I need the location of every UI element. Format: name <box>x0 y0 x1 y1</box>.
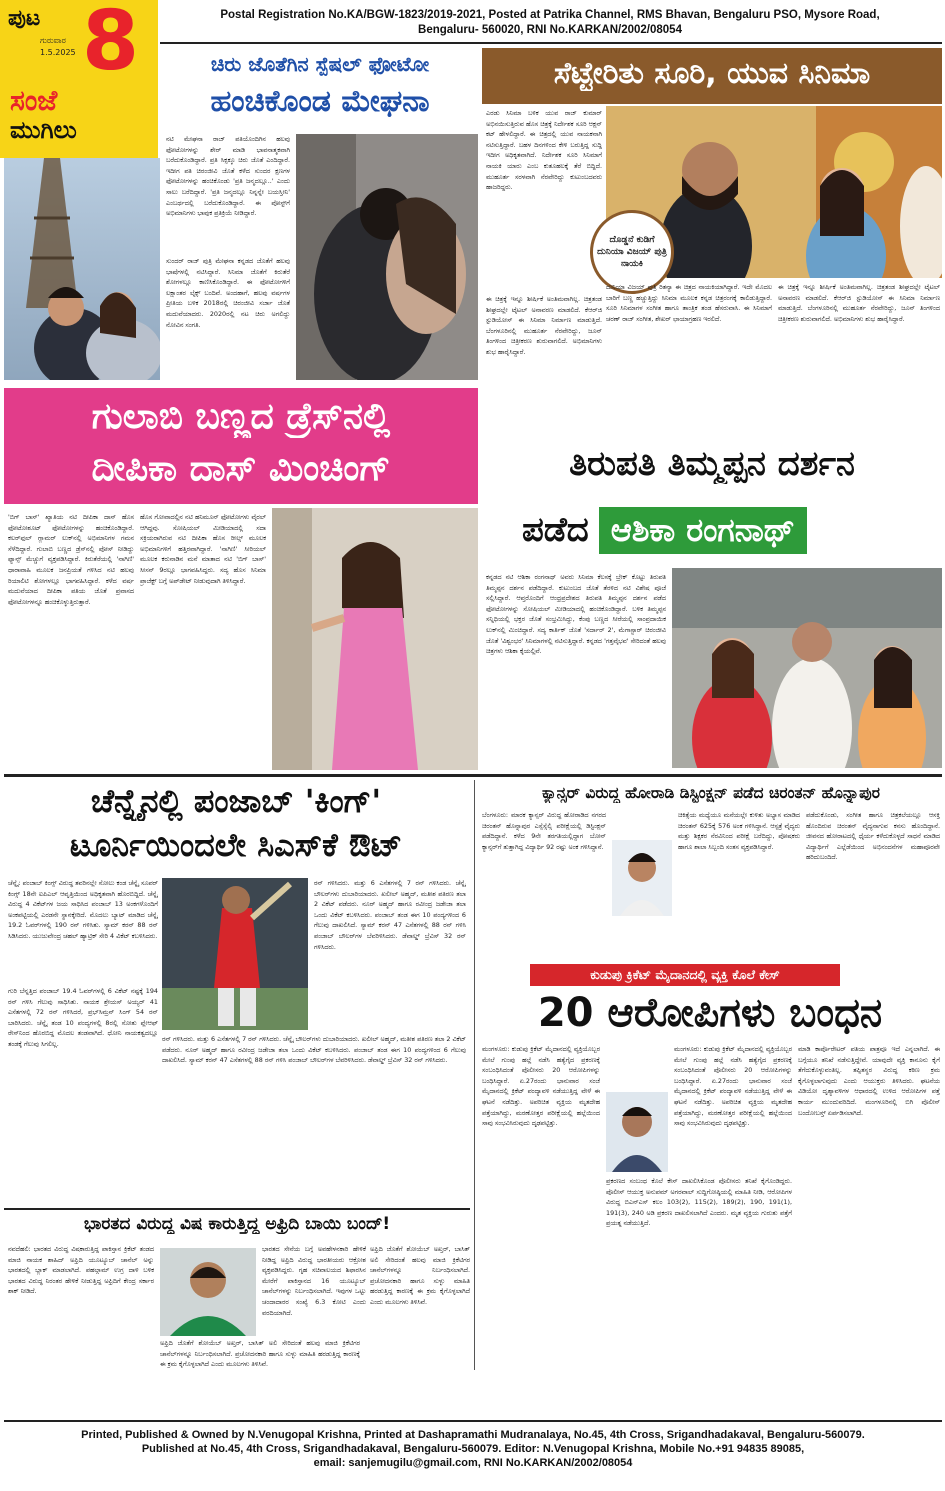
afridi-rule <box>4 1208 470 1210</box>
suri-col-1: ಎರಡು ಸಿನಿಮಾ ಬಳಿಕ ಯುವ ರಾಜ್ ಕುಮಾರ್ ಅಭಿನಯಿಸುತ್ತಿರುವ ಹೊಸ ಚಿತ್ರಕ್ಕೆ ನಿರ್ದೇಶಕ ಸೂರಿ ಆಕ್ಷನ್ ಕಟ್ ಹೇಳಲಿದ್ದಾರೆ. ಈ ಚಿತ್ರದಲ್ಲಿ ಯುವ ನಾಯಕನಾಗಿ ನಟಿಸುತ್ತಿದ್ದಾರೆ. ಬಹಳ ದಿನಗಳಿಂದ ಕೇಳಿ ಬರುತ್ತಿದ್ದ ಸುದ್ದಿ ಇದೀಗ ಅಧಿಕೃತವಾಗಿದೆ. ನಿರ್ದೇಶಕ ಸೂರಿ ಸಿನಿಮಾಗೆ ನಾಯಕಿ ಯಾರು ಎಂಬ ಕುತೂಹಲಕ್ಕೆ ತೆರೆ ಬಿದ್ದಿದೆ. ಮುಹೂರ್ತ ಸರಳವಾಗಿ ನೆರವೇರಿದ್ದು ಕುಟುಂಬದವರು ಹಾಜರಿದ್ದರು. <box>486 109 602 192</box>
suri-col-2: ದುನಿಯಾ ವಿಜಯ್ ಪುತ್ರಿ ರಿತನ್ಯಾ ಈ ಚಿತ್ರದ ನಾಯಕಿಯಾಗಿದ್ದಾರೆ. ಇದೇ ಮೊದಲ ಬಾರಿಗೆ ಬಣ್ಣ ಹಚ್ಚುತ್ತಿದ್ದು ಸಿನಿಮಾ ಮೂಲಕ ಕನ್ನಡ ಚಿತ್ರರಂಗಕ್ಕೆ ಕಾಲಿಡುತ್ತಿದ್ದಾರೆ. ಸೂರಿ ಸಿನಿಮಾಗಳ ಸಂಗೀತ ಹಾಗೂ ತಾಂತ್ರಿಕ ತಂಡ ಹೆಸರುವಾಸಿ. ಈ ಸಿನಿಮಾಗೆ ಚರಣ್ ರಾಜ್ ಸಂಗೀತ, ಶೇಖರ್ ಛಾಯಾಗ್ರಹಣ ಇರಲಿದೆ. <box>606 283 772 323</box>
cricket-batsman-photo <box>162 878 308 1030</box>
udupi-col-2: ಪ್ರಕರಣದ ಸಂಬಂಧ ಕೊಲೆ ಕೇಸ್ ದಾಖಲಿಸಿಕೊಂಡ ಪೊಲೀಸರು ತನಿಖೆ ಕೈಗೊಂಡಿದ್ದರು. ಪೊಲೀಸ್ ಆಯುಕ್ತ ಅನುಪಮ್ ಅಗರವಾಲ್ ಸುದ್ದಿಗೋಷ್ಠಿಯಲ್ಲಿ ಮಾಹಿತಿ ನೀಡಿ, ಆರೋಪಿಗಳ ವಿರುದ್ಧ ಬಿಎನ್‌ಎಸ್ ಕಲಂ 103(2), 115(2), 189(2), 190, 191(1), 191(3), 240 ಅಡಿ ಪ್ರಕರಣ ದಾಖಲಿಸಲಾಗಿದೆ ಎಂದರು. ಮೃತ ವ್ಯಕ್ತಿಯ ಗುರುತು ಪತ್ತೆಗೆ ಪ್ರಯತ್ನ ನಡೆಯುತ್ತಿದೆ. <box>606 1177 792 1228</box>
section-rule-mid <box>4 774 942 777</box>
footer-line-2: Published at No.45, 4th Cross, Srigandhadakaval, Bengaluru-560079. Editor: N.Venugopal Krishna, Mobile No.+91 94835 89085, <box>141 1443 805 1455</box>
footer-rule <box>4 1420 942 1422</box>
suri-col-1b <box>486 294 602 428</box>
masthead-rule <box>160 42 942 44</box>
deepika-photo <box>272 508 478 770</box>
page-word: ಪುಟ <box>8 6 41 31</box>
udupi-col-3: ಮಾಡಿ ಕಾರ್ಪೊರೇಟರ್ ಪತಿಯ ಪಾತ್ರವೂ ಇದೆ ಎನ್ನಲಾಗಿದೆ. ಈ ಬಗ್ಗೆಯೂ ತನಿಖೆ ನಡೆಸುತ್ತಿದ್ದೇವೆ. ಯಾವುದೇ ವ್ಯಕ್ತಿ ಕಾನೂನು ಕೈಗೆ ತೆಗೆದುಕೊಳ್ಳುವಂತಿಲ್ಲ. ತಪ್ಪಿತಸ್ಥರ ವಿರುದ್ಧ ಕಠಿಣ ಕ್ರಮ ಕೈಗೊಳ್ಳಲಾಗುವುದು ಎಂದು ಆಯುಕ್ತರು ತಿಳಿಸಿದರು. ಘಟನೆಯ ವಿಡಿಯೋ ದೃಶ್ಯಾವಳಿಗಳ ಆಧಾರದಲ್ಲಿ ಉಳಿದ ಆರೋಪಿಗಳ ಪತ್ತೆ ಕಾರ್ಯ ಮುಂದುವರಿದಿದೆ. ಮಂಗಳೂರಿನಲ್ಲಿ ಬಿಗಿ ಪೊಲೀಸ್ ಬಂದೋಬಸ್ತ್ ಏರ್ಪಡಿಸಲಾಗಿದೆ. <box>798 1045 940 1117</box>
udupi-photo <box>606 1092 668 1172</box>
cricket-col-2b-text: ರನ್ ಗಳಿಸಿದರು. ಮತ್ತು 6 ಎಸೆತಗಳಲ್ಲಿ 7 ರನ್ ಗಳಿಸಿದರು. ಚೆನ್ನೈ ಬೌಲರ್‌ಗಳು ದುಬಾರಿಯಾದರು. ಖಲೀಲ್ ಅಹ್ಮದ್, ಮತೀಶ ಪತಿರಣ ತಲಾ 2 ವಿಕೆಟ್ ಪಡೆದರು. ನೂರ್ ಅಹ್ಮದ್ ಹಾಗೂ ರವೀಂದ್ರ ಜಡೇಜಾ ತಲಾ ಒಂದು ವಿಕೆಟ್ ಕಬಳಿಸಿದರು. ಪಂಜಾಬ್ ತಂಡ ಈಗ 10 ಪಂದ್ಯಗಳಿಂದ 6 ಗೆಲುವು ದಾಖಲಿಸಿದೆ. ಸ್ಯಾಮ್ ಕರನ್ 47 ಎಸೆತಗಳಲ್ಲಿ 88 ರನ್ ಗಳಿಸಿ ಪಂಜಾಬ್ ಬೌಲರ್‌ಗಳ ಬೆವರಿಳಿಸಿದರು. ಡೆವಾಲ್ಡ್ ಬ್ರೆವಿಸ್ 32 ರನ್ ಗಳಿಸಿದರು. <box>162 1035 466 1065</box>
udupi-headline: 20 ಆರೋಪಿಗಳು ಬಂಧನ <box>537 990 883 1036</box>
afridi-photo <box>160 1248 256 1336</box>
ashika-headline-2 <box>482 502 942 558</box>
suri-col-3: ಈ ಚಿತ್ರಕ್ಕೆ ಇನ್ನೂ ಶೀರ್ಷಿಕೆ ಅಂತಿಮವಾಗಿಲ್ಲ. ಚಿತ್ರತಂಡ ಶೀಘ್ರದಲ್ಲೇ ಟೈಟಲ್ ಅನಾವರಣ ಮಾಡಲಿದೆ. ಕೆಆರ್‌ಜಿ ಸ್ಟುಡಿಯೋಸ್ ಈ ಸಿನಿಮಾ ನಿರ್ಮಾಣ ಮಾಡುತ್ತಿದೆ. ಬೆಂಗಳೂರಿನಲ್ಲಿ ಮುಹೂರ್ತ ನೆರವೇರಿದ್ದು, ಜೂನ್ ತಿಂಗಳಿಂದ ಚಿತ್ರೀಕರಣ ಶುರುವಾಗಲಿದೆ. ಅಭಿಮಾನಿಗಳು ಶುಭ ಹಾರೈಸಿದ್ದಾರೆ. <box>778 283 940 323</box>
deepika-banner <box>4 388 478 504</box>
ashika-temple-photo <box>672 568 942 768</box>
meghana-kicker: ಚಿರು ಜೊತೆಗಿನ ಸ್ಪೆಷಲ್ ಫೋಟೋ <box>210 52 430 76</box>
cricket-header <box>4 780 468 872</box>
column-divider <box>474 780 475 1370</box>
masthead-date: 1.5.2025 <box>40 48 76 57</box>
postal-line-1: Postal Registration No.KA/BGW-1823/2019-2021, Posted at Patrika Channel, RMS Bhavan, Bengaluru PSO, Mysore Road, <box>220 9 880 21</box>
eiffel-couple-photo <box>4 158 160 380</box>
cricket-headline-2: ಟೂರ್ನಿಯಿಂದಲೇ ಸಿಎಸ್‌ಕೆ ಔಟ್ <box>69 826 403 864</box>
deepika-col-2: ಹೊಸ ಗೋವಾದಲ್ಲಿನ ನಟಿ ಹನಿಮೂನ್ ಫೋಟೋಗಳು ವೈರಲ್ ಆಗಿದ್ದವು. ಸೋಷಿಯಲ್ ಮೀಡಿಯಾದಲ್ಲಿ ಸದಾ ಸಕ್ರಿಯರಾಗಿರುವ ನಟಿ ದೀಪಿಕಾ ಹೊಸ ರೀಲ್ಸ್ ಮೂಲಕ ಅಭಿಮಾನಿಗಳಿಗೆ ಹತ್ತಿರವಾಗಿದ್ದಾರೆ. 'ನಾಗಿಣಿ' ಸೀರಿಯಲ್ ಮೂಲಕ ಕರುನಾಡಿನ ಮನೆ ಮಾತಾದ ನಟಿ 'ಬಿಗ್ ಬಾಸ್' ಸೀಸನ್ 9ರಲ್ಲೂ ಭಾಗವಹಿಸಿದ್ದರು. ಸದ್ಯ ಹೊಸ ಸಿನಿಮಾ ಪ್ರಾಜೆಕ್ಟ್ ಬಗ್ಗೆ ಅಪ್‌ಡೇಟ್ ನೀಡುವುದಾಗಿ ತಿಳಿಸಿದ್ದಾರೆ. <box>140 513 266 585</box>
cricket-batsman-image <box>162 878 308 1030</box>
chiranth-portrait <box>612 840 672 916</box>
imprint-footer <box>4 1428 942 1470</box>
footer-line-1: Printed, Published & Owned by N.Venugopal Krishna, Printed at Dashapramathi Mudranalaya, No.45, 4th Cross, Srigandhadakaval, Bengaluru-560079. <box>81 1429 865 1441</box>
ashika-headline-2b: ಆಶಿಕಾ ರಂಗನಾಥ್ <box>599 507 807 554</box>
udupi-col-2a <box>674 1044 792 1172</box>
afridi-col-1: ನವದೆಹಲಿ: ಭಾರತದ ವಿರುದ್ಧ ವಿಷಕಾರುತ್ತಿದ್ದ ಪಾಕಿಸ್ತಾನ ಕ್ರಿಕೆಟ್ ತಂಡದ ಮಾಜಿ ನಾಯಕ ಶಾಹಿದ್ ಅಫ್ರಿದಿ ಯೂಟ್ಯೂಬ್ ಚಾನೆಲ್ ಅನ್ನು ಭಾರತದಲ್ಲಿ ಬ್ಲಾಕ್ ಮಾಡಲಾಗಿದೆ. ಪಹಲ್ಗಾಮ್ ಉಗ್ರ ದಾಳಿ ಬಳಿಕ ಭಾರತದ ವಿರುದ್ಧ ನಿರಂತರ ಹೇಳಿಕೆ ನೀಡುತ್ತಿದ್ದ ಅಫ್ರಿದಿಗೆ ಕೇಂದ್ರ ಸರ್ಕಾರ ಶಾಕ್ ನೀಡಿದೆ. <box>8 1245 154 1296</box>
cricket-col-2b <box>162 1034 466 1204</box>
ashika-col-1: ಕನ್ನಡದ ನಟಿ ಆಶಿಕಾ ರಂಗನಾಥ್ ಅವರು ಸಿನಿಮಾ ಕೆಲಸಕ್ಕೆ ಬ್ರೇಕ್ ಕೊಟ್ಟು ತಿರುಪತಿ ತಿಮ್ಮಪ್ಪನ ದರ್ಶನ ಪಡೆದಿದ್ದಾರೆ. ಕುಟುಂಬದ ಜೊತೆ ತೆರಳಿದ ನಟಿ ವಿಶೇಷ ಪೂಜೆ ಸಲ್ಲಿಸಿದ್ದಾರೆ. ಆಪ್ತರೊಂದಿಗೆ ಆಂಧ್ರಪ್ರದೇಶದ ತಿರುಪತಿ ತಿಮ್ಮಪ್ಪನ ದರ್ಶನ ಪಡೆದ ಫೋಟೋಗಳನ್ನು ಸೋಷಿಯಲ್ ಮೀಡಿಯಾದಲ್ಲಿ ಹಂಚಿಕೊಂಡಿದ್ದಾರೆ. ಬಳಿಕ ತಿಮ್ಮಪ್ಪನ ಸನ್ನಿಧಿಯಲ್ಲಿ ಭಕ್ತರ ಜೊತೆ ಸಂಭ್ರಮಿಸಿದ್ದು, ಕೆಂಪು ಬಣ್ಣದ ಸೀರೆಯಲ್ಲಿ ಸಾಂಪ್ರದಾಯಿಕ ಲುಕ್‌ನಲ್ಲಿ ಮಿಂಚಿದ್ದಾರೆ. ಸದ್ಯ ಕಾರ್ತಿಕ್ ಜೊತೆ 'ಸರ್ದಾರ್ 2', ಮೆಗಾಸ್ಟಾರ್ ಚಿರಂಜೀವಿ ಜೊತೆ 'ವಿಶ್ವಂಭರ' ಸಿನಿಮಾಗಳಲ್ಲಿ ನಟಿಸುತ್ತಿದ್ದಾರೆ. ಕನ್ನಡದ 'ಗತ್ತವೈಭವ' ಸೇರಿದಂತೆ ಹಲವು ಚಿತ್ರಗಳು ಆಶಿಕಾ ಕೈಯಲ್ಲಿವೆ. <box>486 573 666 656</box>
udupi-portrait <box>606 1092 668 1172</box>
ashika-headline-1: ತಿರುಪತಿ ತಿಮ್ಮಪ್ಪನ ದರ್ಶನ <box>569 444 855 484</box>
meghana-hug-image <box>296 134 478 380</box>
deepika-image <box>272 508 478 770</box>
afridi-col-2: ಭಾರತದ ಸೇನೆಯ ಬಗ್ಗೆ ಅವಹೇಳನಕಾರಿ ಹೇಳಿಕೆ ನೀಡಿದ್ದ ಅಫ್ರಿದಿ ವಿರುದ್ಧ ಭಾರತೀಯರು ಆಕ್ರೋಶ ವ್ಯಕ್ತಪಡಿಸಿದ್ದರು. ಗೃಹ ಸಚಿವಾಲಯದ ಶಿಫಾರಸಿನ ಮೇರೆಗೆ ಪಾಕಿಸ್ತಾನದ 16 ಯೂಟ್ಯೂಬ್ ಚಾನೆಲ್‌ಗಳನ್ನು ನಿರ್ಬಂಧಿಸಲಾಗಿದೆ. ಇವುಗಳ ಒಟ್ಟು ಚಂದಾದಾರರ ಸಂಖ್ಯೆ 6.3 ಕೋಟಿ ಎಂದು ವರದಿಯಾಗಿದೆ. <box>262 1245 366 1317</box>
deepika-col-1: 'ಬಿಗ್ ಬಾಸ್' ಖ್ಯಾತಿಯ ನಟಿ ದೀಪಿಕಾ ದಾಸ್ ಹೊಸ ಫೋಟೋಶೂಟ್ ಫೋಟೋಗಳನ್ನು ಹಂಚಿಕೊಂಡಿದ್ದಾರೆ. ಕಲರ್‌ಫುಲ್ ಗ್ಲಾಮರ್ ಲುಕ್‌ನಲ್ಲಿ ಅಭಿಮಾನಿಗಳ ಗಮನ ಸೆಳೆದಿದ್ದಾರೆ. ಗುಲಾಬಿ ಬಣ್ಣದ ಡ್ರೆಸ್‌ನಲ್ಲಿ ಪೋಸ್ ನೀಡಿದ್ದು ಫ್ಯಾನ್ಸ್ ಮೆಚ್ಚುಗೆ ವ್ಯಕ್ತಪಡಿಸಿದ್ದಾರೆ. ಕಿರುತೆರೆಯಲ್ಲಿ 'ನಾಗಿಣಿ' ಧಾರಾವಾಹಿ ಮೂಲಕ ಜನಪ್ರಿಯತೆ ಗಳಿಸಿದ ನಟಿ ಹಲವು ರಿಯಾಲಿಟಿ ಶೋಗಳಲ್ಲೂ ಭಾಗವಹಿಸಿದ್ದಾರೆ. ಕಳೆದ ವರ್ಷ ಮದುವೆಯಾದ ದೀಪಿಕಾ ಪತಿಯ ಜೊತೆ ಪ್ರವಾಸದ ಫೋಟೋಗಳನ್ನೂ ಹಂಚಿಕೊಳ್ಳುತ್ತಿರುತ್ತಾರೆ. <box>8 513 134 606</box>
deepika-headline-2: ದೀಪಿಕಾ ದಾಸ್ ಮಿಂಚಿಂಗ್ <box>91 448 391 489</box>
page-number: 8 <box>82 0 140 89</box>
suri-banner <box>482 48 942 104</box>
chiranth-headline: ಕ್ಯಾನ್ಸರ್ ವಿರುದ್ಧ ಹೋರಾಡಿ ಡಿಸ್ಟಿಂಕ್ಷನ್ ಪಡೆದ ಚಿರಂತನ್ ಹೊನ್ನಾಪುರ <box>542 784 880 802</box>
postal-registration <box>160 8 940 38</box>
paper-name-2: ಮುಗಿಲು <box>10 116 77 144</box>
udupi-col-1: ಮಂಗಳೂರು: ಕುಡುಪು ಕ್ರಿಕೆಟ್ ಮೈದಾನದಲ್ಲಿ ವ್ಯಕ್ತಿಯೊಬ್ಬರ ಮೇಲೆ ಗುಂಪು ಹಲ್ಲೆ ನಡೆಸಿ ಹತ್ಯೆಗೈದ ಪ್ರಕರಣಕ್ಕೆ ಸಂಬಂಧಿಸಿದಂತೆ ಪೊಲೀಸರು 20 ಆರೋಪಿಗಳನ್ನು ಬಂಧಿಸಿದ್ದಾರೆ. ಏ.27ರಂದು ಭಾನುವಾರ ಸಂಜೆ ಮೈದಾನದಲ್ಲಿ ಕ್ರಿಕೆಟ್ ಪಂದ್ಯಾವಳಿ ನಡೆಯುತ್ತಿದ್ದ ವೇಳೆ ಈ ಘಟನೆ ನಡೆದಿತ್ತು. ಅಪರಿಚಿತ ವ್ಯಕ್ತಿಯ ಮೃತದೇಹ ಪತ್ತೆಯಾಗಿದ್ದು, ಮರಣೋತ್ತರ ಪರೀಕ್ಷೆಯಲ್ಲಿ ಹಲ್ಲೆಯಿಂದ ಸಾವು ಸಂಭವಿಸಿರುವುದು ದೃಢಪಟ್ಟಿತ್ತು. <box>482 1045 600 1128</box>
cricket-col-1: ಚೆನ್ನೈ: ಪಂಜಾಬ್ ಕಿಂಗ್ಸ್ ವಿರುದ್ಧ ತವರಿನಲ್ಲೇ ಸೋಲು ಕಂಡ ಚೆನ್ನೈ ಸೂಪರ್ ಕಿಂಗ್ಸ್ 18ನೇ ಐಪಿಎಲ್ ಆವೃತ್ತಿಯಿಂದ ಅಧಿಕೃತವಾಗಿ ಹೊರಬಿದ್ದಿದೆ. ಚೆನ್ನೈ ವಿರುದ್ಧ 4 ವಿಕೆಟ್‌ಗಳ ಜಯ ಸಾಧಿಸಿದ ಪಂಜಾಬ್ 13 ಅಂಕಗಳೊಂದಿಗೆ ಅಂಕಪಟ್ಟಿಯಲ್ಲಿ ಎರಡನೇ ಸ್ಥಾನಕ್ಕೇರಿದೆ. ಮೊದಲು ಬ್ಯಾಟ್ ಮಾಡಿದ ಚೆನ್ನೈ 19.2 ಓವರ್‌ಗಳಲ್ಲಿ 190 ರನ್ ಗಳಿಸಿತು. ಸ್ಯಾಮ್ ಕರನ್ 88 ರನ್ ಸಿಡಿಸಿದರು. ಯುಜುವೇಂದ್ರ ಚಹಲ್ ಹ್ಯಾಟ್ರಿಕ್ ಸೇರಿ 4 ವಿಕೆಟ್ ಕಬಳಿಸಿದರು. <box>8 879 158 940</box>
afridi-portrait <box>160 1248 256 1336</box>
meghana-kicker-band <box>162 48 478 134</box>
suri-col-1b-text: ಈ ಚಿತ್ರಕ್ಕೆ ಇನ್ನೂ ಶೀರ್ಷಿಕೆ ಅಂತಿಮವಾಗಿಲ್ಲ. ಚಿತ್ರತಂಡ ಶೀಘ್ರದಲ್ಲೇ ಟೈಟಲ್ ಅನಾವರಣ ಮಾಡಲಿದೆ. ಕೆಆರ್‌ಜಿ ಸ್ಟುಡಿಯೋಸ್ ಈ ಸಿನಿಮಾ ನಿರ್ಮಾಣ ಮಾಡುತ್ತಿದೆ. ಬೆಂಗಳೂರಿನಲ್ಲಿ ಮುಹೂರ್ತ ನೆರವೇರಿದ್ದು, ಜೂನ್ ತಿಂಗಳಿಂದ ಚಿತ್ರೀಕರಣ ಶುರುವಾಗಲಿದೆ. ಅಭಿಮಾನಿಗಳು ಶುಭ ಹಾರೈಸಿದ್ದಾರೆ. <box>486 295 602 356</box>
afridi-headline: ಭಾರತದ ವಿರುದ್ಧ ವಿಷ ಕಾರುತ್ತಿದ್ದ ಅಫ್ರಿದಿ ಬಾಯಿ ಬಂದ್! <box>83 1214 391 1234</box>
ashika-temple-image <box>672 568 942 768</box>
afridi-col-1b <box>160 1338 360 1370</box>
udupi-kicker: ಕುಡುಪು ಕ್ರಿಕೆಟ್ ಮೈದಾನದಲ್ಲಿ ವ್ಯಕ್ತಿ ಕೊಲೆ ಕೇಸ್ <box>590 967 780 982</box>
ashika-header <box>482 440 942 566</box>
footer-line-3: email: sanjemugilu@gmail.com, RNI No.KARKAN/2002/08054 <box>313 1457 633 1469</box>
udupi-kicker-band <box>530 964 840 986</box>
afridi-col-3: ಅಫ್ರಿದಿ ಜೊತೆಗೆ ಶೋಯೆಬ್ ಅಖ್ತರ್, ಬಾಸಿತ್ ಅಲಿ ಸೇರಿದಂತೆ ಹಲವು ಮಾಜಿ ಕ್ರಿಕೆಟಿಗರ ಚಾನೆಲ್‌ಗಳನ್ನೂ ನಿರ್ಬಂಧಿಸಲಾಗಿದೆ. ಪ್ರಚೋದನಕಾರಿ ಹಾಗೂ ಸುಳ್ಳು ಮಾಹಿತಿ ಹರಡುತ್ತಿದ್ದ ಕಾರಣಕ್ಕೆ ಈ ಕ್ರಮ ಕೈಗೊಳ್ಳಲಾಗಿದೆ ಎಂದು ಮೂಲಗಳು ತಿಳಿಸಿವೆ. <box>370 1245 470 1306</box>
ashika-headline-2a: ಪಡೆದ <box>522 510 589 550</box>
chiranth-photo <box>612 840 672 916</box>
udupi-col-2a-text: ಮಂಗಳೂರು: ಕುಡುಪು ಕ್ರಿಕೆಟ್ ಮೈದಾನದಲ್ಲಿ ವ್ಯಕ್ತಿಯೊಬ್ಬರ ಮೇಲೆ ಗುಂಪು ಹಲ್ಲೆ ನಡೆಸಿ ಹತ್ಯೆಗೈದ ಪ್ರಕರಣಕ್ಕೆ ಸಂಬಂಧಿಸಿದಂತೆ ಪೊಲೀಸರು 20 ಆರೋಪಿಗಳನ್ನು ಬಂಧಿಸಿದ್ದಾರೆ. ಏ.27ರಂದು ಭಾನುವಾರ ಸಂಜೆ ಮೈದಾನದಲ್ಲಿ ಕ್ರಿಕೆಟ್ ಪಂದ್ಯಾವಳಿ ನಡೆಯುತ್ತಿದ್ದ ವೇಳೆ ಈ ಘಟನೆ ನಡೆದಿತ್ತು. ಅಪರಿಚಿತ ವ್ಯಕ್ತಿಯ ಮೃತದೇಹ ಪತ್ತೆಯಾಗಿದ್ದು, ಮರಣೋತ್ತರ ಪರೀಕ್ಷೆಯಲ್ಲಿ ಹಲ್ಲೆಯಿಂದ ಸಾವು ಸಂಭವಿಸಿರುವುದು ದೃಢಪಟ್ಟಿತ್ತು. <box>674 1045 792 1128</box>
suri-headline: ಸೆಟ್ಟೇರಿತು ಸೂರಿ, ಯುವ ಸಿನಿಮಾ <box>553 56 871 91</box>
cricket-headline-1: ಚೆನ್ನೈನಲ್ಲಿ ಪಂಜಾಬ್ 'ಕಿಂಗ್' <box>90 782 382 820</box>
masthead <box>0 0 158 158</box>
meghana-headline: ಹಂಚಿಕೊಂಡ ಮೇಘನಾ <box>210 84 430 119</box>
paper-name-1: ಸಂಜೆ <box>10 84 58 117</box>
eiffel-couple-image <box>4 158 160 380</box>
suri-badge-text: ದೊಡ್ಡನೆ ಕುಡಿಗೆ ದುನಿಯಾ ವಿಜಯ್ ಪುತ್ರಿ ನಾಯಕಿ <box>597 235 667 269</box>
chiranth-col-2: ಚಿಕಿತ್ಸೆಯ ಮಧ್ಯೆಯೂ ಮನೆಯಲ್ಲೇ ಕುಳಿತು ಅಭ್ಯಾಸ ಮಾಡಿದ ಚಿರಂತನ್ 625ಕ್ಕೆ 576 ಅಂಕ ಗಳಿಸಿದ್ದಾನೆ. ಆಸ್ಪತ್ರೆ ವೈದ್ಯರು ಮತ್ತು ಶಿಕ್ಷಕರ ನೆರವಿನಿಂದ ಪರೀಕ್ಷೆ ಬರೆದಿದ್ದು, ಪೋಷಕರು ಹಾಗೂ ಶಾಲಾ ಸಿಬ್ಬಂದಿ ಸಂತಸ ವ್ಯಕ್ತಪಡಿಸಿದ್ದಾರೆ. <box>678 811 800 851</box>
chiranth-col-1: ಬೆಂಗಳೂರು: ಮಾರಕ ಕ್ಯಾನ್ಸರ್ ವಿರುದ್ಧ ಹೋರಾಡಿದ ನಗರದ ಚಿರಂತನ್ ಹೊನ್ನಾಪುರ ಎಸ್ಸೆಸ್ಸೆಲ್ಸಿ ಪರೀಕ್ಷೆಯಲ್ಲಿ ಡಿಸ್ಟಿಂಕ್ಷನ್ ಪಡೆದಿದ್ದಾನೆ. ಕಳೆದ 9ನೇ ತರಗತಿಯಲ್ಲಿದ್ದಾಗ ಬೋನ್ ಕ್ಯಾನ್ಸರ್‌ಗೆ ತುತ್ತಾಗಿದ್ದ ವಿದ್ಯಾರ್ಥಿ 92 ರಷ್ಟು ಅಂಕ ಗಳಿಸಿದ್ದಾನೆ. <box>482 811 606 851</box>
meghana-col-2: ಸುಂದರ್ ರಾಜ್ ಪುತ್ರಿ ಮೇಘನಾ ಕನ್ನಡದ ಜೊತೆಗೆ ಹಲವು ಭಾಷೆಗಳಲ್ಲಿ ನಟಿಸಿದ್ದಾರೆ. ಸಿನಿಮಾ ಜೊತೆಗೆ ಕಿರುತೆರೆ ಶೋಗಳಲ್ಲೂ ಕಾಣಿಸಿಕೊಂಡಿದ್ದಾರೆ. ಈ ಫೋಟೋಗಳಿಗೆ ಲಕ್ಷಾಂತರ ಲೈಕ್ಸ್ ಬಂದಿವೆ. ಅಂದಹಾಗೆ, ಹಲವು ವರ್ಷಗಳ ಪ್ರೀತಿಯ ಬಳಿಕ 2018ರಲ್ಲಿ ಚಿರಂಜೀವಿ ಸರ್ಜಾ ಜೊತೆ ಮದುವೆಯಾದರು. 2020ರಲ್ಲಿ ನಟ ಚಿರು ಅಗಲಿದ್ದು ನೋವಿನ ಸಂಗತಿ. <box>166 257 290 329</box>
meghana-col-1: ನಟಿ ಮೇಘನಾ ರಾಜ್ ಪತಿಯೊಂದಿಗಿನ ಹಲವು ಫೋಟೋಗಳನ್ನು ಶೇರ್ ಮಾಡಿ ಭಾವನಾತ್ಮಕವಾಗಿ ಬರೆದುಕೊಂಡಿದ್ದಾರೆ. ಪ್ರತಿ ಸಿಕ್ಸಕ್ಕೂ ಚಿರು ಜೊತೆ ಎಂದಿದ್ದಾರೆ. ಇದೀಗ ಪತಿ ಚಿರಂಜೀವಿ ಜೊತೆ ಕಳೆದ ಸುಂದರ ಕ್ಷಣಗಳ ಫೋಟೋಗಳನ್ನು ಹಂಚಿಕೊಂಡು 'ಪ್ರತಿ ಜನ್ಮದಲ್ಲೂ..' ಎಂದು ಸಾಲು ಬರೆದಿದ್ದಾರೆ. 'ಪ್ರತಿ ಜನ್ಮದಲ್ಲೂ ನಿನ್ನನ್ನೇ ಬಯಸ್ತೀನಿ' ಎಂಬರ್ಥದಲ್ಲಿ ಬರೆದುಕೊಂಡಿದ್ದಾರೆ. ಈ ಪೋಸ್ಟ್‌ಗೆ ಅಭಿಮಾನಿಗಳು ಭಾವುಕ ಪ್ರತಿಕ್ರಿಯೆ ನೀಡಿದ್ದಾರೆ. <box>166 135 290 218</box>
cricket-col-2: ಗುರಿ ಬೆನ್ನತ್ತಿದ ಪಂಜಾಬ್ 19.4 ಓವರ್‌ಗಳಲ್ಲಿ 6 ವಿಕೆಟ್ ನಷ್ಟಕ್ಕೆ 194 ರನ್ ಗಳಿಸಿ ಗೆಲುವು ಸಾಧಿಸಿತು. ನಾಯಕ ಶ್ರೇಯಸ್ ಅಯ್ಯರ್ 41 ಎಸೆತಗಳಲ್ಲಿ 72 ರನ್ ಗಳಿಸಿದರೆ, ಪ್ರಭ್‌ಸಿಮ್ರನ್ ಸಿಂಗ್ 54 ರನ್ ಬಾರಿಸಿದರು. ಚೆನ್ನೈ ತಂಡ 10 ಪಂದ್ಯಗಳಲ್ಲಿ 8ರಲ್ಲಿ ಸೋತು ಪ್ಲೇಆಫ್ ರೇಸ್‌ನಿಂದ ಹೊರಬಿದ್ದ ಮೊದಲ ತಂಡವಾಗಿದೆ. ಧೋನಿ ನಾಯಕತ್ವದಲ್ಲೂ ತಂಡಕ್ಕೆ ಗೆಲುವು ಸಿಗಲಿಲ್ಲ. <box>8 987 158 1048</box>
deepika-headline-1: ಗುಲಾಬಿ ಬಣ್ಣದ ಡ್ರೆಸ್‌ನಲ್ಲಿ <box>91 396 391 437</box>
afridi-col-1b-text: ಅಫ್ರಿದಿ ಜೊತೆಗೆ ಶೋಯೆಬ್ ಅಖ್ತರ್, ಬಾಸಿತ್ ಅಲಿ ಸೇರಿದಂತೆ ಹಲವು ಮಾಜಿ ಕ್ರಿಕೆಟಿಗರ ಚಾನೆಲ್‌ಗಳನ್ನೂ ನಿರ್ಬಂಧಿಸಲಾಗಿದೆ. ಪ್ರಚೋದನಕಾರಿ ಹಾಗೂ ಸುಳ್ಳು ಮಾಹಿತಿ ಹರಡುತ್ತಿದ್ದ ಕಾರಣಕ್ಕೆ ಈ ಕ್ರಮ ಕೈಗೊಳ್ಳಲಾಗಿದೆ ಎಂದು ಮೂಲಗಳು ತಿಳಿಸಿವೆ. <box>160 1339 360 1369</box>
meghana-hug-photo <box>296 134 478 380</box>
chiranth-col-3: ಪಡೆದುಕೊಂಡು, ಸಂಗೀತ ಹಾಗೂ ಚಿತ್ರಕಲೆಯಲ್ಲೂ ಆಸಕ್ತಿ ಹೊಂದಿರುವ ಚಿರಂತನ್ ವೈದ್ಯನಾಗುವ ಕನಸು ಹೊಂದಿದ್ದಾನೆ. ಜೀವನದ ಹೋರಾಟದಲ್ಲಿ ಧೈರ್ಯ ಕಳೆದುಕೊಳ್ಳದೆ ಸಾಧನೆ ಮಾಡಿದ ವಿದ್ಯಾರ್ಥಿಗೆ ಎಲ್ಲೆಡೆಯಿಂದ ಅಭಿನಂದನೆಗಳ ಮಹಾಪೂರವೇ ಹರಿದುಬಂದಿದೆ. <box>806 811 940 862</box>
cricket-col-3: ರನ್ ಗಳಿಸಿದರು. ಮತ್ತು 6 ಎಸೆತಗಳಲ್ಲಿ 7 ರನ್ ಗಳಿಸಿದರು. ಚೆನ್ನೈ ಬೌಲರ್‌ಗಳು ದುಬಾರಿಯಾದರು. ಖಲೀಲ್ ಅಹ್ಮದ್, ಮತೀಶ ಪತಿರಣ ತಲಾ 2 ವಿಕೆಟ್ ಪಡೆದರು. ನೂರ್ ಅಹ್ಮದ್ ಹಾಗೂ ರವೀಂದ್ರ ಜಡೇಜಾ ತಲಾ ಒಂದು ವಿಕೆಟ್ ಕಬಳಿಸಿದರು. ಪಂಜಾಬ್ ತಂಡ ಈಗ 10 ಪಂದ್ಯಗಳಿಂದ 6 ಗೆಲುವು ದಾಖಲಿಸಿದೆ. ಸ್ಯಾಮ್ ಕರನ್ 47 ಎಸೆತಗಳಲ್ಲಿ 88 ರನ್ ಗಳಿಸಿ ಪಂಜಾಬ್ ಬೌಲರ್‌ಗಳ ಬೆವರಿಳಿಸಿದರು. ಡೆವಾಲ್ಡ್ ಬ್ರೆವಿಸ್ 32 ರನ್ ಗಳಿಸಿದರು. <box>314 879 466 951</box>
postal-line-2: Bengaluru- 560020, RNI No.KARKAN/2002/08054 <box>418 24 682 36</box>
masthead-day: ಗುರುವಾರ <box>40 36 66 45</box>
